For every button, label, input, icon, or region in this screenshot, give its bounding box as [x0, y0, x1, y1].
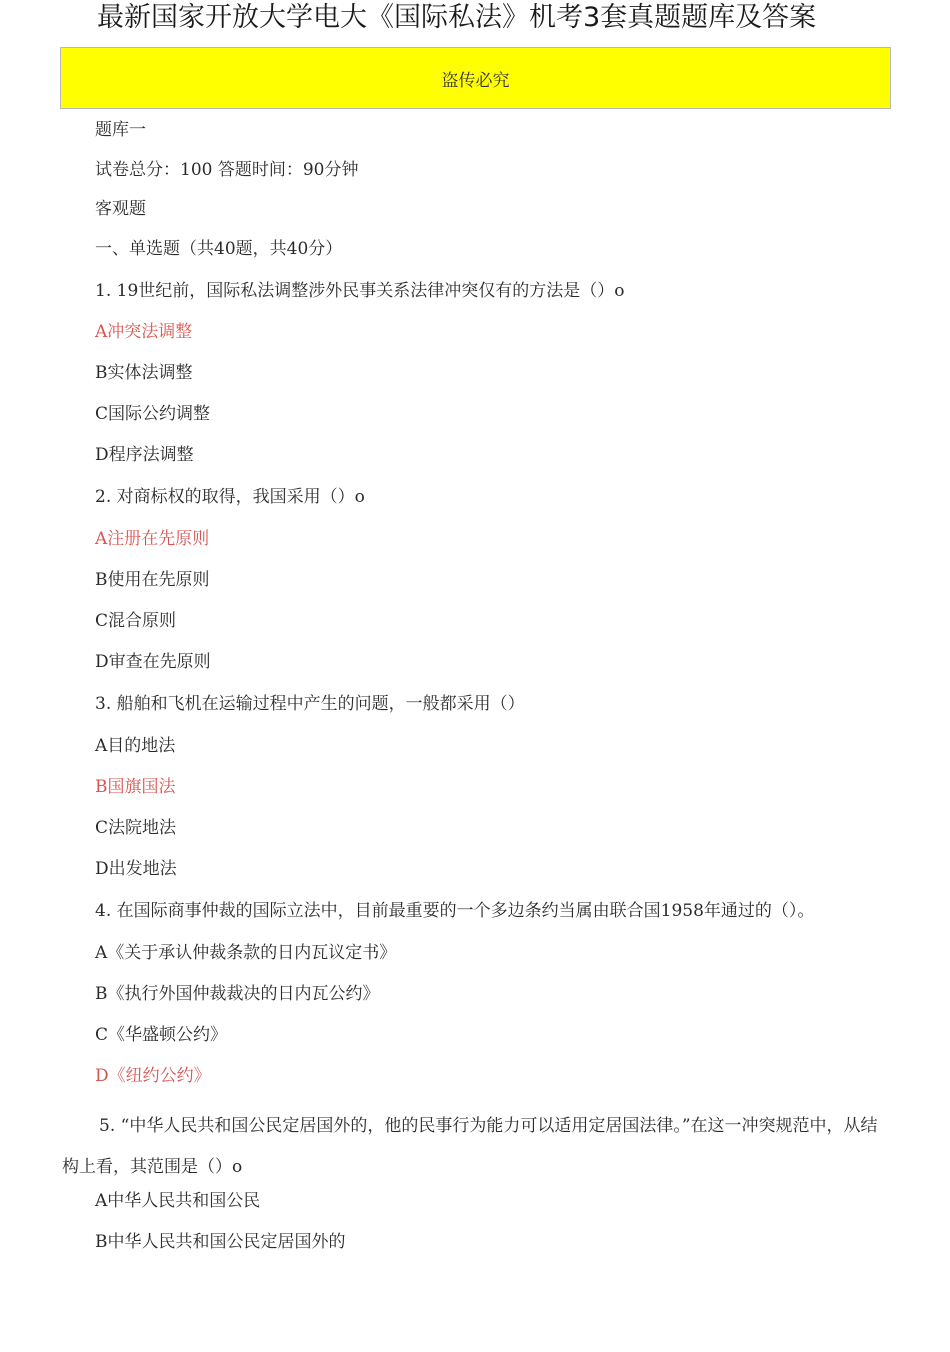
answer-option-correct: D《纽约公约》 — [95, 1066, 211, 1086]
answer-option: D审查在先原则 — [95, 652, 211, 672]
section-label: 题库一 — [95, 120, 146, 140]
answer-option: D程序法调整 — [95, 445, 194, 465]
answer-option: C法院地法 — [95, 818, 177, 838]
answer-option: B实体法调整 — [95, 363, 193, 383]
banner — [60, 47, 891, 109]
question-stem: 2. 对商标权的取得，我国采用（）o — [95, 487, 365, 507]
document-title: 最新国家开放大学电大《国际私法》机考3套真题题库及答案 — [97, 2, 817, 33]
answer-option: A目的地法 — [95, 736, 176, 756]
answer-option: C混合原则 — [95, 611, 177, 631]
answer-option-correct: A冲突法调整 — [95, 322, 193, 342]
question-stem: 3. 船舶和飞机在运输过程中产生的问题，一般都采用（） — [95, 694, 525, 714]
answer-option-correct: A注册在先原则 — [95, 529, 210, 549]
answer-option: C《华盛顿公约》 — [95, 1025, 228, 1045]
exam-info: 试卷总分：100 答题时间：90分钟 — [95, 160, 359, 180]
answer-option: D出发地法 — [95, 859, 177, 879]
part-heading: 一、单选题（共40题，共40分） — [95, 239, 343, 259]
answer-option: A《关于承认仲裁条款的日内瓦议定书》 — [95, 943, 397, 963]
category-label: 客观题 — [95, 199, 146, 219]
answer-option-correct: B国旗国法 — [95, 777, 176, 797]
answer-option: B《执行外国仲裁裁决的日内瓦公约》 — [95, 984, 380, 1004]
banner-text: 盗传必究 — [441, 70, 510, 91]
question-stem: 5. “中华人民共和国公民定居国外的，他的民事行为能力可以适用定居国法律。”在这一冲突规范中，从结构上看，其范围是（）o — [62, 1116, 878, 1177]
answer-option: C国际公约调整 — [95, 404, 211, 424]
question-stem: 4. 在国际商事仲裁的国际立法中，目前最重要的一个多边条约当属由联合国1958年通过的（）。 — [95, 901, 815, 921]
answer-option: B中华人民共和国公民定居国外的 — [95, 1232, 346, 1252]
answer-option: B使用在先原则 — [95, 570, 210, 590]
answer-option: A中华人民共和国公民 — [95, 1191, 261, 1211]
question-stem: 1. 19世纪前，国际私法调整涉外民事关系法律冲突仅有的方法是（）o — [95, 281, 625, 301]
